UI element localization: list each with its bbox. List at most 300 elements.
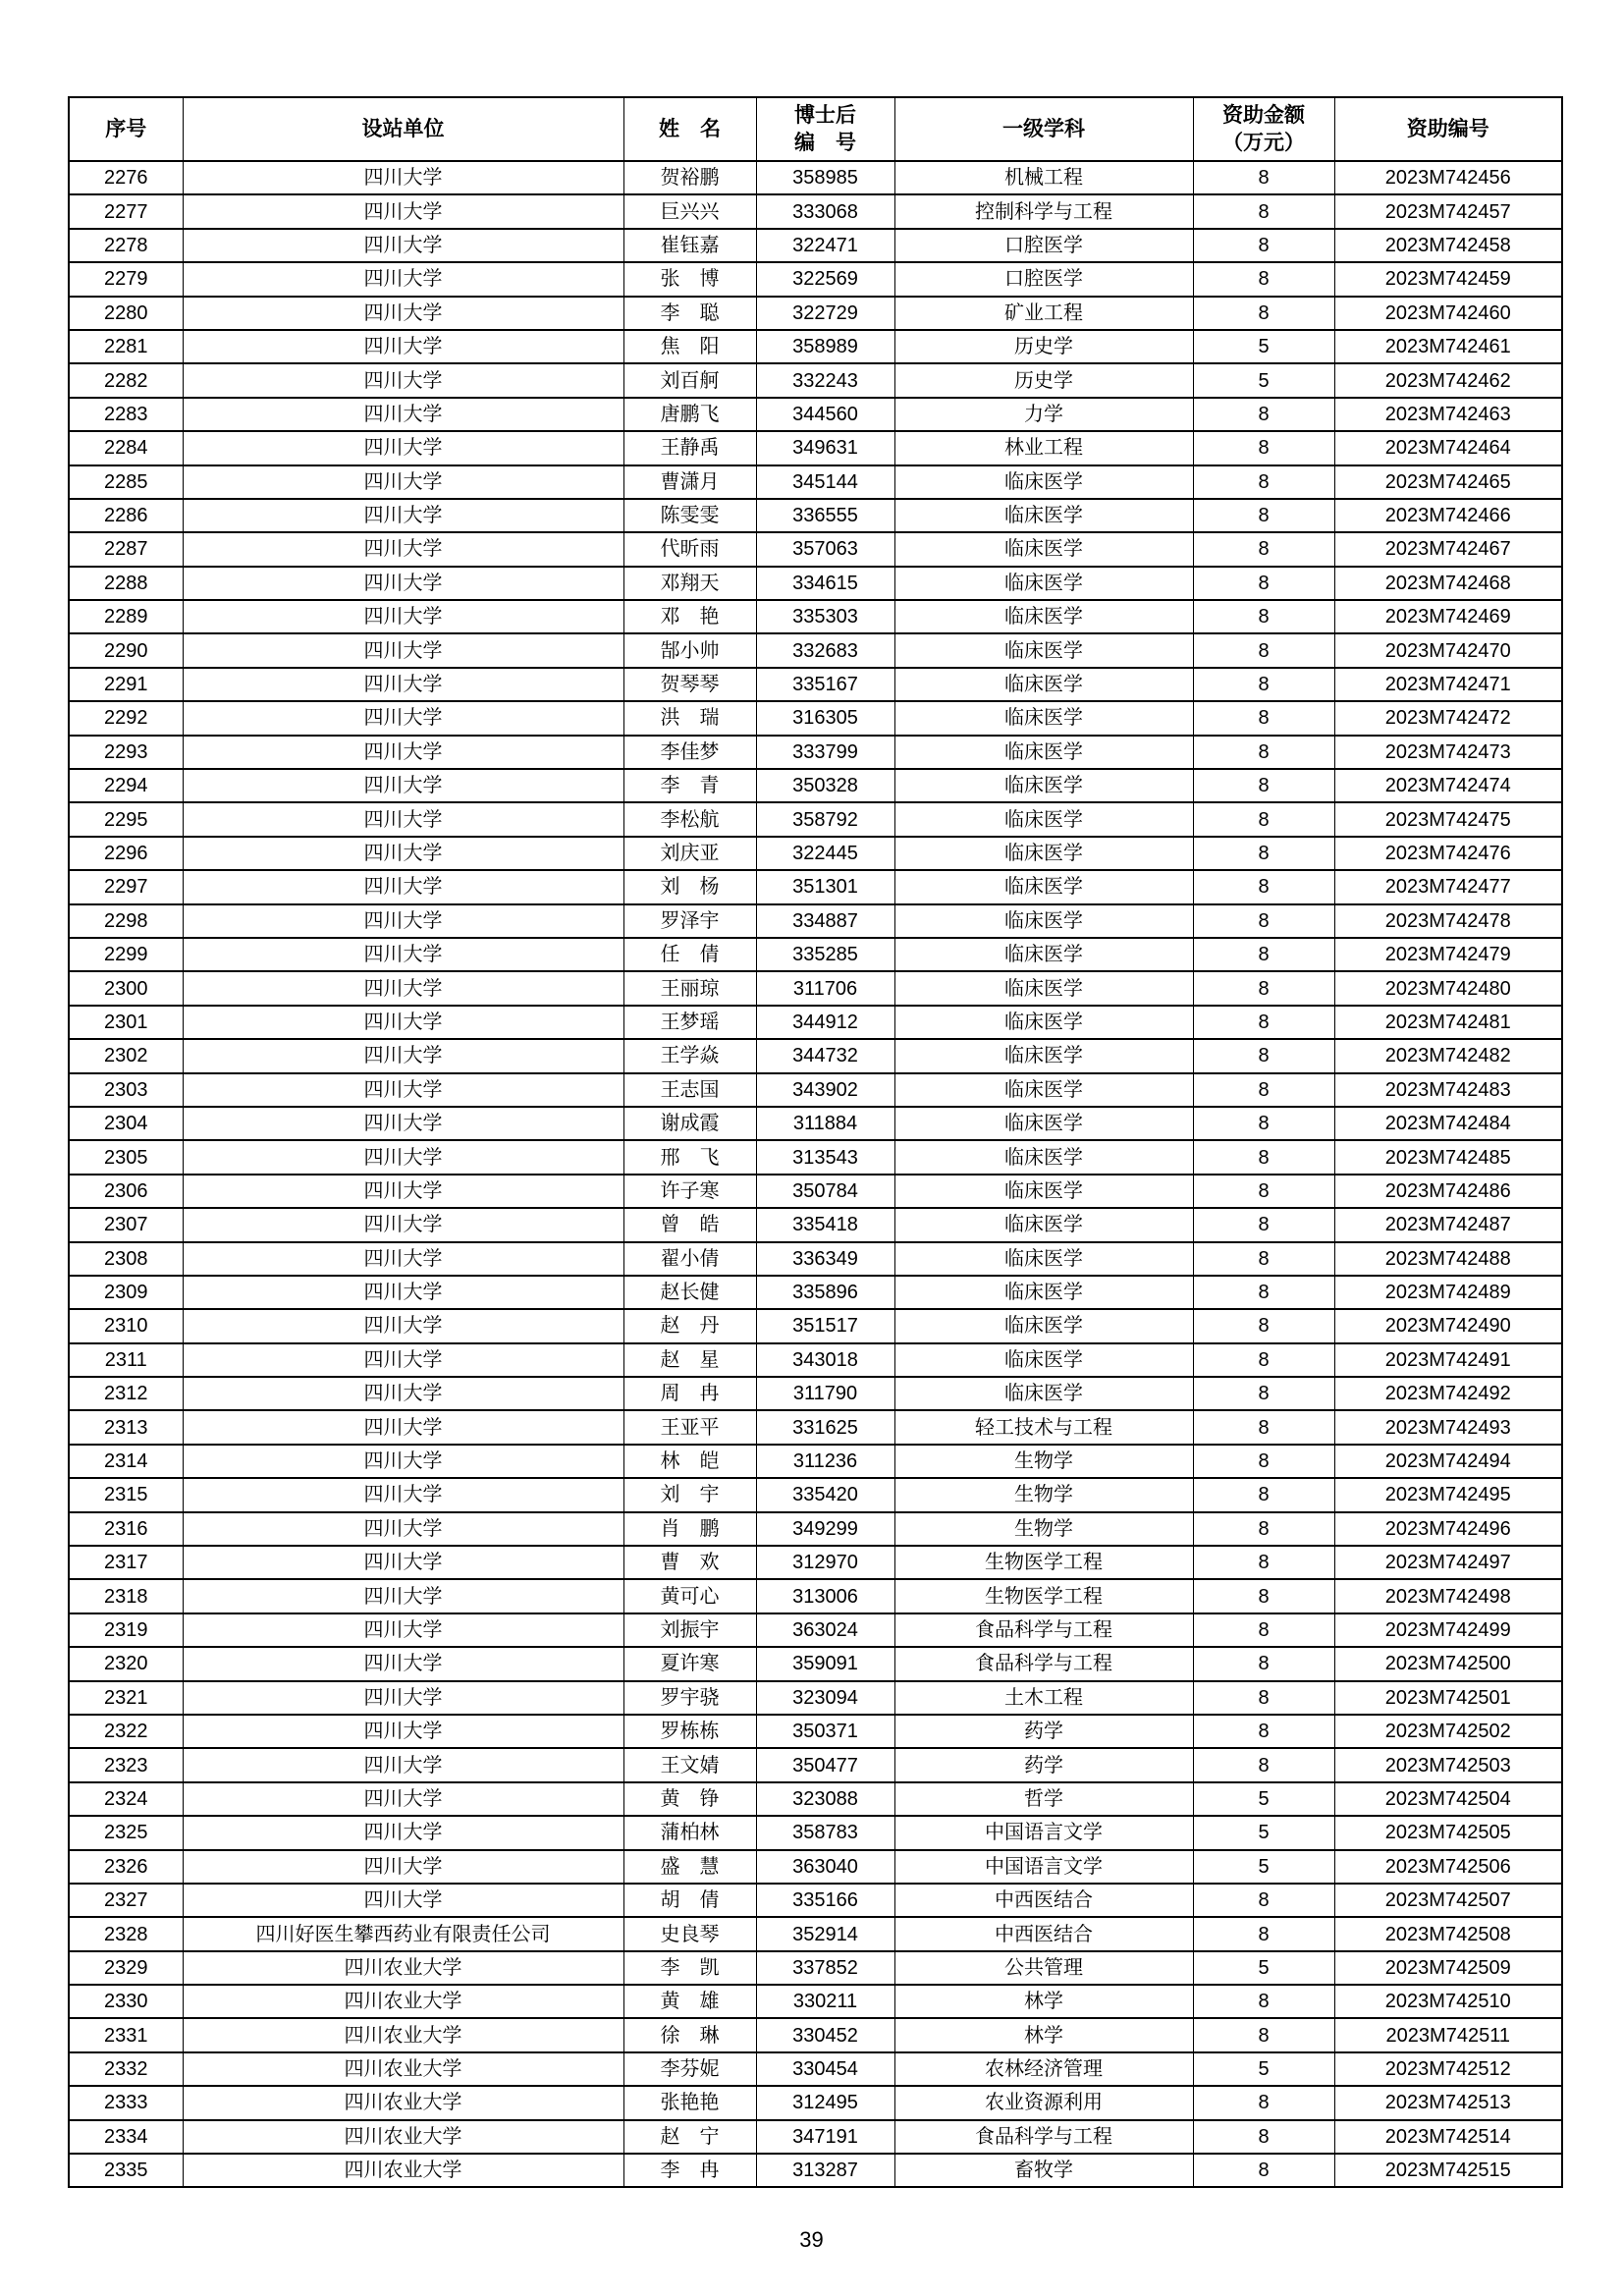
cell-name: 任 倩 (623, 938, 756, 971)
cell-grant_no: 2023M742473 (1334, 736, 1562, 769)
cell-index: 2295 (69, 802, 183, 836)
cell-institution: 四川大学 (183, 1579, 623, 1613)
cell-postdoc_no: 358792 (756, 802, 894, 836)
cell-discipline: 矿业工程 (894, 297, 1193, 330)
cell-postdoc_no: 351517 (756, 1309, 894, 1342)
table-row (69, 1276, 1562, 1309)
cell-discipline: 口腔医学 (894, 262, 1193, 296)
cell-grant_no: 2023M742485 (1334, 1140, 1562, 1174)
cell-index: 2332 (69, 2052, 183, 2086)
cell-grant_no: 2023M742515 (1334, 2154, 1562, 2187)
cell-index: 2304 (69, 1107, 183, 1140)
cell-discipline: 临床医学 (894, 1039, 1193, 1072)
cell-amount: 8 (1193, 1512, 1334, 1546)
cell-grant_no: 2023M742503 (1334, 1748, 1562, 1781)
cell-discipline: 临床医学 (894, 1377, 1193, 1410)
cell-postdoc_no: 323088 (756, 1782, 894, 1816)
cell-amount: 8 (1193, 736, 1334, 769)
cell-institution: 四川大学 (183, 1445, 623, 1478)
table-row (69, 1107, 1562, 1140)
cell-postdoc_no: 352914 (756, 1917, 894, 1950)
column-header-discipline (894, 97, 1193, 161)
cell-postdoc_no: 316305 (756, 701, 894, 735)
cell-amount: 8 (1193, 262, 1334, 296)
table-row (69, 1377, 1562, 1410)
cell-index: 2294 (69, 769, 183, 802)
cell-discipline: 临床医学 (894, 1006, 1193, 1039)
table-row (69, 938, 1562, 971)
table-row (69, 567, 1562, 600)
cell-institution: 四川农业大学 (183, 2120, 623, 2154)
column-header-grant_no-line: 资助编号 (1406, 117, 1489, 140)
table-row (69, 532, 1562, 566)
table-row (69, 1343, 1562, 1377)
cell-index: 2288 (69, 567, 183, 600)
cell-postdoc_no: 343902 (756, 1073, 894, 1107)
cell-grant_no: 2023M742458 (1334, 229, 1562, 262)
cell-amount: 8 (1193, 870, 1334, 903)
table-row (69, 1175, 1562, 1208)
cell-discipline: 临床医学 (894, 1073, 1193, 1107)
cell-grant_no: 2023M742487 (1334, 1208, 1562, 1241)
cell-name: 邓翔天 (623, 567, 756, 600)
cell-discipline: 口腔医学 (894, 229, 1193, 262)
table-row (69, 971, 1562, 1005)
cell-name: 李松航 (623, 802, 756, 836)
cell-institution: 四川大学 (183, 363, 623, 397)
cell-amount: 8 (1193, 1006, 1334, 1039)
table-row (69, 837, 1562, 870)
cell-postdoc_no: 331625 (756, 1410, 894, 1444)
cell-institution: 四川大学 (183, 161, 623, 194)
table-row (69, 431, 1562, 465)
cell-institution: 四川大学 (183, 837, 623, 870)
cell-discipline: 畜牧学 (894, 2154, 1193, 2187)
table-row (69, 668, 1562, 701)
cell-name: 罗泽宇 (623, 904, 756, 938)
cell-postdoc_no: 363040 (756, 1850, 894, 1884)
cell-amount: 8 (1193, 1276, 1334, 1309)
cell-postdoc_no: 359091 (756, 1647, 894, 1680)
cell-name: 刘庆亚 (623, 837, 756, 870)
cell-name: 谢成霞 (623, 1107, 756, 1140)
cell-name: 赵 宁 (623, 2120, 756, 2154)
cell-postdoc_no: 347191 (756, 2120, 894, 2154)
cell-index: 2301 (69, 1006, 183, 1039)
column-header-amount-line: 资助金额 (1222, 104, 1305, 128)
cell-grant_no: 2023M742464 (1334, 431, 1562, 465)
column-header-institution-line: 设站单位 (361, 117, 445, 140)
cell-discipline: 土木工程 (894, 1681, 1193, 1715)
cell-institution: 四川大学 (183, 1140, 623, 1174)
column-header-amount (1193, 97, 1334, 161)
cell-discipline: 临床医学 (894, 938, 1193, 971)
cell-institution: 四川大学 (183, 1748, 623, 1781)
cell-institution: 四川大学 (183, 1175, 623, 1208)
cell-name: 盛 慧 (623, 1850, 756, 1884)
table-row (69, 1242, 1562, 1276)
cell-institution: 四川农业大学 (183, 2052, 623, 2086)
cell-institution: 四川大学 (183, 668, 623, 701)
cell-discipline: 生物学 (894, 1478, 1193, 1511)
cell-institution: 四川大学 (183, 465, 623, 499)
cell-postdoc_no: 363024 (756, 1613, 894, 1647)
cell-amount: 5 (1193, 330, 1334, 363)
cell-name: 赵 星 (623, 1343, 756, 1377)
table-row (69, 262, 1562, 296)
table-row (69, 1613, 1562, 1647)
cell-name: 刘 杨 (623, 870, 756, 903)
cell-amount: 8 (1193, 398, 1334, 431)
cell-index: 2276 (69, 161, 183, 194)
cell-postdoc_no: 311236 (756, 1445, 894, 1478)
table-row (69, 1985, 1562, 2018)
cell-index: 2292 (69, 701, 183, 735)
cell-grant_no: 2023M742502 (1334, 1715, 1562, 1748)
cell-discipline: 临床医学 (894, 904, 1193, 938)
column-header-postdoc_no (756, 97, 894, 161)
cell-institution: 四川大学 (183, 567, 623, 600)
table-row (69, 1410, 1562, 1444)
cell-grant_no: 2023M742461 (1334, 330, 1562, 363)
cell-postdoc_no: 330452 (756, 2018, 894, 2051)
cell-postdoc_no: 335420 (756, 1478, 894, 1511)
cell-institution: 四川大学 (183, 194, 623, 228)
table-row (69, 633, 1562, 667)
cell-discipline: 中西医结合 (894, 1917, 1193, 1950)
cell-index: 2309 (69, 1276, 183, 1309)
column-header-amount-line: （万元） (1222, 131, 1305, 154)
cell-institution: 四川大学 (183, 262, 623, 296)
cell-amount: 8 (1193, 1715, 1334, 1748)
cell-name: 林 皑 (623, 1445, 756, 1478)
cell-amount: 8 (1193, 1917, 1334, 1950)
column-header-index-line: 序号 (105, 117, 147, 140)
cell-name: 张艳艳 (623, 2086, 756, 2119)
cell-amount: 8 (1193, 1208, 1334, 1241)
cell-index: 2280 (69, 297, 183, 330)
cell-index: 2334 (69, 2120, 183, 2154)
cell-amount: 8 (1193, 1681, 1334, 1715)
table-row (69, 465, 1562, 499)
cell-institution: 四川好医生攀西药业有限责任公司 (183, 1917, 623, 1950)
cell-institution: 四川大学 (183, 1276, 623, 1309)
cell-discipline: 林学 (894, 1985, 1193, 2018)
cell-discipline: 药学 (894, 1715, 1193, 1748)
cell-index: 2328 (69, 1917, 183, 1950)
cell-postdoc_no: 312970 (756, 1546, 894, 1579)
cell-grant_no: 2023M742469 (1334, 600, 1562, 633)
page-number: 39 (799, 2227, 824, 2252)
cell-name: 李 冉 (623, 2154, 756, 2187)
column-header-name-line: 姓 名 (659, 117, 721, 140)
cell-postdoc_no: 334615 (756, 567, 894, 600)
table-row (69, 904, 1562, 938)
cell-name: 胡 倩 (623, 1884, 756, 1917)
cell-institution: 四川大学 (183, 633, 623, 667)
cell-discipline: 临床医学 (894, 736, 1193, 769)
cell-index: 2321 (69, 1681, 183, 1715)
cell-institution: 四川大学 (183, 1410, 623, 1444)
cell-grant_no: 2023M742470 (1334, 633, 1562, 667)
cell-amount: 8 (1193, 837, 1334, 870)
cell-institution: 四川大学 (183, 870, 623, 903)
cell-index: 2319 (69, 1613, 183, 1647)
cell-grant_no: 2023M742462 (1334, 363, 1562, 397)
cell-discipline: 生物医学工程 (894, 1579, 1193, 1613)
cell-name: 黄可心 (623, 1579, 756, 1613)
cell-grant_no: 2023M742463 (1334, 398, 1562, 431)
cell-index: 2329 (69, 1951, 183, 1985)
table-row (69, 1782, 1562, 1816)
table-row (69, 499, 1562, 532)
cell-amount: 8 (1193, 1884, 1334, 1917)
table-row (69, 1208, 1562, 1241)
cell-institution: 四川大学 (183, 971, 623, 1005)
table-row (69, 229, 1562, 262)
cell-grant_no: 2023M742498 (1334, 1579, 1562, 1613)
cell-index: 2282 (69, 363, 183, 397)
cell-institution: 四川大学 (183, 1343, 623, 1377)
cell-name: 徐 琳 (623, 2018, 756, 2051)
cell-institution: 四川大学 (183, 904, 623, 938)
cell-grant_no: 2023M742512 (1334, 2052, 1562, 2086)
cell-amount: 8 (1193, 567, 1334, 600)
cell-postdoc_no: 344912 (756, 1006, 894, 1039)
cell-institution: 四川大学 (183, 1782, 623, 1816)
cell-discipline: 机械工程 (894, 161, 1193, 194)
cell-grant_no: 2023M742497 (1334, 1546, 1562, 1579)
cell-discipline: 食品科学与工程 (894, 2120, 1193, 2154)
cell-institution: 四川大学 (183, 229, 623, 262)
cell-postdoc_no: 330211 (756, 1985, 894, 2018)
cell-institution: 四川大学 (183, 1377, 623, 1410)
table-row (69, 1546, 1562, 1579)
cell-discipline: 临床医学 (894, 769, 1193, 802)
cell-amount: 8 (1193, 2086, 1334, 2119)
cell-amount: 8 (1193, 2018, 1334, 2051)
cell-index: 2320 (69, 1647, 183, 1680)
table-row (69, 1816, 1562, 1849)
cell-grant_no: 2023M742481 (1334, 1006, 1562, 1039)
table-row (69, 2086, 1562, 2119)
cell-amount: 8 (1193, 229, 1334, 262)
cell-institution: 四川大学 (183, 1850, 623, 1884)
cell-postdoc_no: 345144 (756, 465, 894, 499)
table-row (69, 870, 1562, 903)
cell-discipline: 临床医学 (894, 532, 1193, 566)
cell-name: 黄 雄 (623, 1985, 756, 2018)
cell-name: 黄 铮 (623, 1782, 756, 1816)
cell-index: 2296 (69, 837, 183, 870)
cell-institution: 四川大学 (183, 1073, 623, 1107)
cell-amount: 8 (1193, 2120, 1334, 2154)
cell-grant_no: 2023M742488 (1334, 1242, 1562, 1276)
cell-index: 2325 (69, 1816, 183, 1849)
cell-institution: 四川大学 (183, 1242, 623, 1276)
cell-name: 贺裕鹏 (623, 161, 756, 194)
cell-institution: 四川大学 (183, 1039, 623, 1072)
cell-name: 崔钰嘉 (623, 229, 756, 262)
cell-postdoc_no: 313006 (756, 1579, 894, 1613)
cell-discipline: 哲学 (894, 1782, 1193, 1816)
cell-index: 2289 (69, 600, 183, 633)
cell-institution: 四川大学 (183, 736, 623, 769)
cell-amount: 8 (1193, 1175, 1334, 1208)
cell-grant_no: 2023M742465 (1334, 465, 1562, 499)
cell-institution: 四川大学 (183, 1884, 623, 1917)
cell-institution: 四川大学 (183, 1681, 623, 1715)
column-header-institution (183, 97, 623, 161)
cell-institution: 四川大学 (183, 1006, 623, 1039)
cell-grant_no: 2023M742490 (1334, 1309, 1562, 1342)
cell-institution: 四川农业大学 (183, 2018, 623, 2051)
cell-name: 王志国 (623, 1073, 756, 1107)
cell-discipline: 生物学 (894, 1445, 1193, 1478)
cell-index: 2323 (69, 1748, 183, 1781)
cell-postdoc_no: 323094 (756, 1681, 894, 1715)
cell-grant_no: 2023M742482 (1334, 1039, 1562, 1072)
cell-amount: 8 (1193, 1039, 1334, 1072)
cell-name: 王梦瑶 (623, 1006, 756, 1039)
cell-index: 2293 (69, 736, 183, 769)
cell-amount: 5 (1193, 363, 1334, 397)
table-row (69, 330, 1562, 363)
cell-amount: 8 (1193, 1107, 1334, 1140)
cell-postdoc_no: 351301 (756, 870, 894, 903)
cell-name: 王亚平 (623, 1410, 756, 1444)
table-row (69, 1850, 1562, 1884)
cell-postdoc_no: 349299 (756, 1512, 894, 1546)
cell-postdoc_no: 311706 (756, 971, 894, 1005)
cell-name: 代昕雨 (623, 532, 756, 566)
cell-grant_no: 2023M742456 (1334, 161, 1562, 194)
cell-amount: 8 (1193, 2154, 1334, 2187)
cell-postdoc_no: 313543 (756, 1140, 894, 1174)
cell-grant_no: 2023M742496 (1334, 1512, 1562, 1546)
table-row (69, 2120, 1562, 2154)
cell-postdoc_no: 336555 (756, 499, 894, 532)
cell-institution: 四川大学 (183, 297, 623, 330)
cell-institution: 四川大学 (183, 1647, 623, 1680)
cell-amount: 8 (1193, 499, 1334, 532)
cell-postdoc_no: 357063 (756, 532, 894, 566)
cell-postdoc_no: 313287 (756, 2154, 894, 2187)
cell-grant_no: 2023M742514 (1334, 2120, 1562, 2154)
cell-amount: 8 (1193, 633, 1334, 667)
cell-institution: 四川大学 (183, 938, 623, 971)
cell-index: 2279 (69, 262, 183, 296)
cell-institution: 四川大学 (183, 398, 623, 431)
cell-grant_no: 2023M742492 (1334, 1377, 1562, 1410)
cell-discipline: 轻工技术与工程 (894, 1410, 1193, 1444)
cell-index: 2286 (69, 499, 183, 532)
cell-postdoc_no: 344732 (756, 1039, 894, 1072)
cell-grant_no: 2023M742479 (1334, 938, 1562, 971)
cell-discipline: 历史学 (894, 330, 1193, 363)
column-header-name (623, 97, 756, 161)
cell-discipline: 力学 (894, 398, 1193, 431)
cell-grant_no: 2023M742495 (1334, 1478, 1562, 1511)
cell-amount: 8 (1193, 1748, 1334, 1781)
cell-institution: 四川大学 (183, 1309, 623, 1342)
table-row (69, 701, 1562, 735)
cell-index: 2303 (69, 1073, 183, 1107)
table-row (69, 1073, 1562, 1107)
table-header-row (69, 97, 1562, 161)
cell-postdoc_no: 335285 (756, 938, 894, 971)
cell-grant_no: 2023M742466 (1334, 499, 1562, 532)
table-row (69, 802, 1562, 836)
cell-index: 2333 (69, 2086, 183, 2119)
cell-amount: 8 (1193, 1546, 1334, 1579)
cell-name: 邓 艳 (623, 600, 756, 633)
cell-postdoc_no: 334887 (756, 904, 894, 938)
cell-name: 肖 鹏 (623, 1512, 756, 1546)
cell-discipline: 临床医学 (894, 567, 1193, 600)
cell-name: 巨兴兴 (623, 194, 756, 228)
cell-amount: 8 (1193, 1478, 1334, 1511)
cell-institution: 四川大学 (183, 532, 623, 566)
cell-grant_no: 2023M742472 (1334, 701, 1562, 735)
cell-amount: 8 (1193, 701, 1334, 735)
cell-index: 2327 (69, 1884, 183, 1917)
cell-index: 2313 (69, 1410, 183, 1444)
cell-name: 李 聪 (623, 297, 756, 330)
cell-postdoc_no: 358989 (756, 330, 894, 363)
cell-amount: 8 (1193, 194, 1334, 228)
cell-name: 刘 宇 (623, 1478, 756, 1511)
table-row (69, 1006, 1562, 1039)
cell-name: 刘百舸 (623, 363, 756, 397)
cell-amount: 8 (1193, 1309, 1334, 1342)
cell-name: 蒲柏林 (623, 1816, 756, 1849)
table-row (69, 1647, 1562, 1680)
cell-postdoc_no: 311884 (756, 1107, 894, 1140)
cell-discipline: 生物学 (894, 1512, 1193, 1546)
cell-discipline: 农业资源利用 (894, 2086, 1193, 2119)
cell-discipline: 控制科学与工程 (894, 194, 1193, 228)
cell-institution: 四川大学 (183, 802, 623, 836)
cell-amount: 5 (1193, 2052, 1334, 2086)
cell-postdoc_no: 311790 (756, 1377, 894, 1410)
cell-postdoc_no: 322569 (756, 262, 894, 296)
table-row (69, 297, 1562, 330)
cell-index: 2306 (69, 1175, 183, 1208)
cell-name: 翟小倩 (623, 1242, 756, 1276)
cell-postdoc_no: 332683 (756, 633, 894, 667)
cell-postdoc_no: 350371 (756, 1715, 894, 1748)
cell-institution: 四川农业大学 (183, 1951, 623, 1985)
column-header-postdoc_no-line: 编 号 (794, 131, 856, 154)
cell-postdoc_no: 335166 (756, 1884, 894, 1917)
cell-amount: 8 (1193, 904, 1334, 938)
cell-institution: 四川大学 (183, 330, 623, 363)
cell-amount: 8 (1193, 1343, 1334, 1377)
cell-amount: 8 (1193, 600, 1334, 633)
cell-amount: 8 (1193, 1579, 1334, 1613)
cell-grant_no: 2023M742459 (1334, 262, 1562, 296)
cell-grant_no: 2023M742508 (1334, 1917, 1562, 1950)
cell-institution: 四川大学 (183, 701, 623, 735)
cell-amount: 8 (1193, 1647, 1334, 1680)
cell-amount: 8 (1193, 465, 1334, 499)
cell-index: 2284 (69, 431, 183, 465)
cell-grant_no: 2023M742510 (1334, 1985, 1562, 2018)
table-row (69, 1140, 1562, 1174)
cell-index: 2314 (69, 1445, 183, 1478)
cell-postdoc_no: 333068 (756, 194, 894, 228)
